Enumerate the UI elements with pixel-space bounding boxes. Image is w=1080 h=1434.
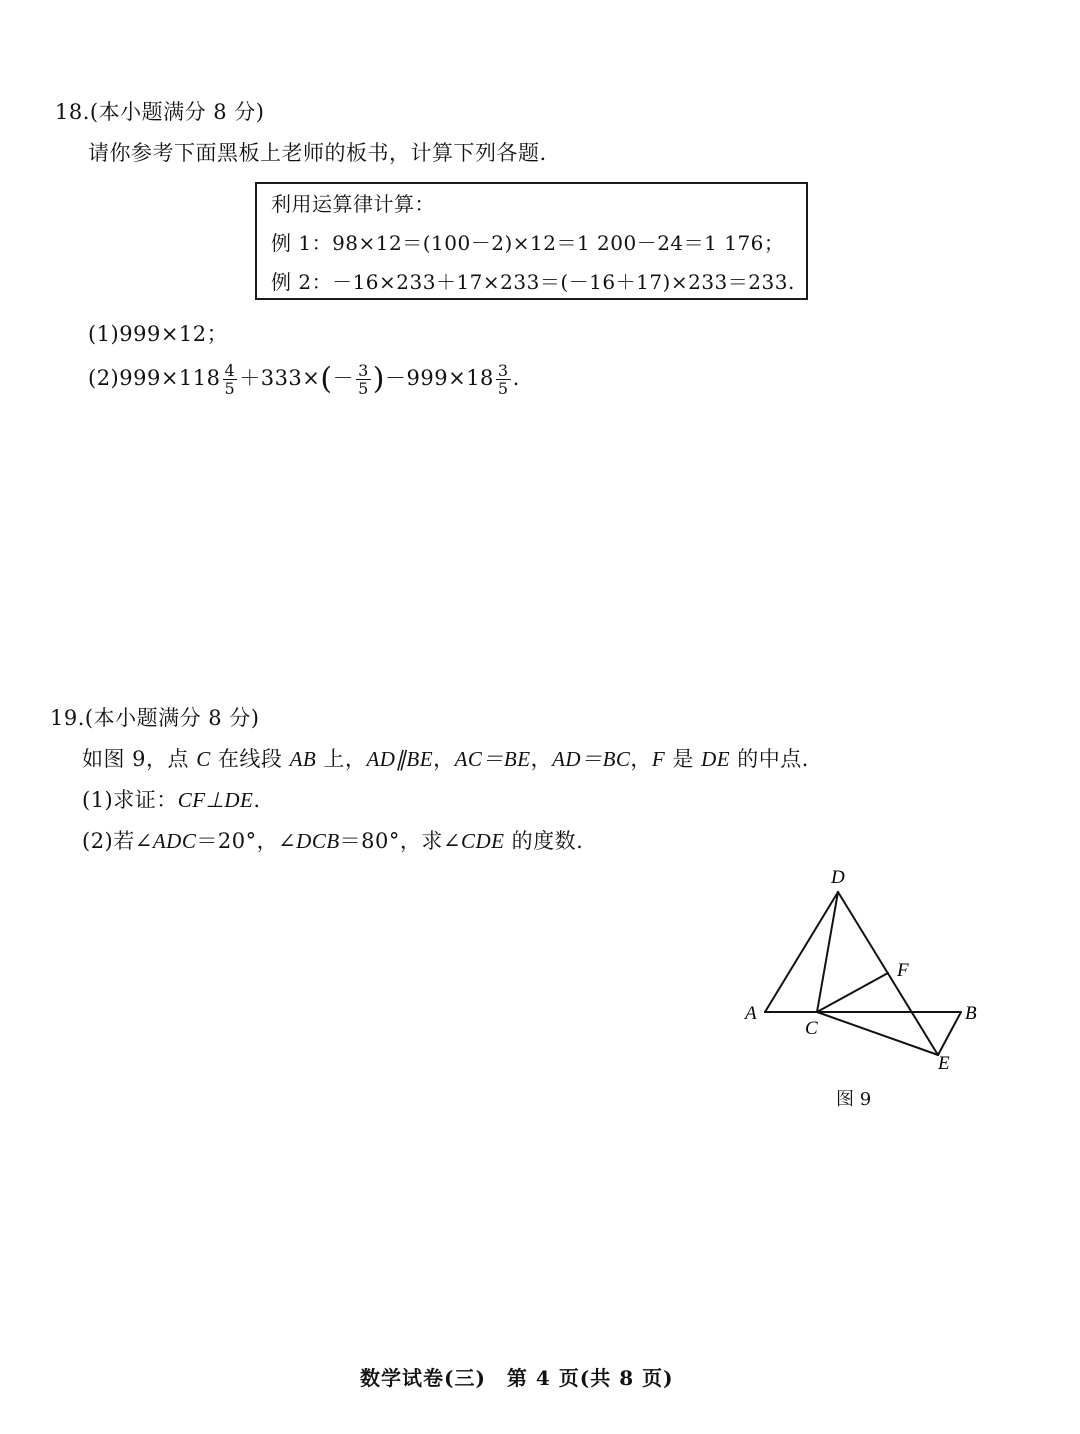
var-de: DE [701, 747, 731, 771]
segment-cf [817, 973, 888, 1012]
text: 的度数. [504, 829, 584, 853]
text: ， [630, 747, 652, 771]
label-e: E [938, 1053, 950, 1074]
var-f: F [651, 747, 666, 771]
expr-ad-eq-bc: AD＝BC [552, 747, 631, 771]
text: 在线段 [210, 747, 290, 771]
fraction-4-5 [223, 362, 238, 397]
q19-given [82, 745, 809, 773]
var-c: C [196, 747, 211, 771]
label-f: F [897, 960, 909, 981]
expr-ac-eq-be: AC＝BE [454, 747, 531, 771]
fraction-denominator: 5 [224, 379, 236, 398]
q19-part2 [82, 827, 583, 855]
fraction-3-5 [356, 362, 371, 397]
board-title: 利用运算律计算： [271, 192, 435, 216]
text: 如图 9，点 [82, 747, 197, 771]
label-b: B [965, 1003, 977, 1024]
text: 的中点. [730, 747, 809, 771]
figure-9-caption: 图 9 [836, 1089, 872, 1110]
text: 上， [316, 747, 367, 771]
text: . [253, 788, 261, 812]
expr-ad-parallel-be: AD∥BE [366, 747, 434, 771]
q19-part1 [82, 786, 261, 814]
q18-part2-end: . [512, 366, 520, 390]
angle-adc: ADC [152, 829, 197, 853]
q18-part2-lead: (2)999×118 [88, 366, 221, 390]
q18-part2-mid1: ＋333× [239, 366, 321, 390]
label-a: A [745, 1003, 757, 1024]
blackboard-box [255, 182, 808, 300]
q18-part2 [88, 362, 520, 397]
text: ＝80°，求∠ [339, 829, 461, 853]
q18-part1: (1)999×12； [88, 322, 229, 346]
text: ， [530, 747, 553, 771]
figure-9-diagram [735, 860, 995, 1075]
board-example-2: 例 2：－16×233＋17×233＝(－16＋17)×233＝233. [271, 270, 795, 294]
fraction-numerator: 3 [497, 361, 509, 380]
angle-dcb: DCB [296, 829, 340, 853]
page-footer: 数学试卷(三) 第 4 页(共 8 页) [360, 1366, 674, 1390]
figure-lines [765, 892, 961, 1055]
fraction-denominator: 5 [358, 379, 369, 398]
text: 是 [665, 747, 702, 771]
segment-be [938, 1012, 961, 1055]
segment-ce [817, 1012, 938, 1055]
label-d: D [831, 867, 845, 888]
fraction-numerator: 3 [358, 361, 369, 380]
text: ＝20°，∠ [196, 829, 297, 853]
expr-cf-perp-de: CF⊥DE [177, 788, 254, 812]
text: (1)求证： [82, 788, 178, 812]
text: ， [433, 747, 455, 771]
label-c: C [805, 1018, 818, 1039]
fraction-3-5-b [496, 362, 511, 397]
right-paren: ) [372, 361, 386, 397]
angle-cde: CDE [461, 829, 505, 853]
q18-part2-mid2: －999×18 [385, 366, 494, 390]
minus-sign: － [332, 366, 355, 390]
q19-header: 19.(本小题满分 8 分) [50, 706, 260, 730]
q18-header: 18.(本小题满分 8 分) [55, 100, 265, 124]
left-paren: ( [320, 361, 333, 397]
fraction-numerator: 4 [224, 361, 236, 380]
board-example-1: 例 1：98×12＝(100－2)×12＝1 200－24＝1 176； [271, 231, 785, 255]
q18-prompt: 请你参考下面黑板上老师的板书，计算下列各题. [88, 141, 547, 165]
fraction-denominator: 5 [497, 379, 509, 398]
text: (2)若∠ [82, 829, 153, 853]
var-ab: AB [289, 747, 317, 771]
